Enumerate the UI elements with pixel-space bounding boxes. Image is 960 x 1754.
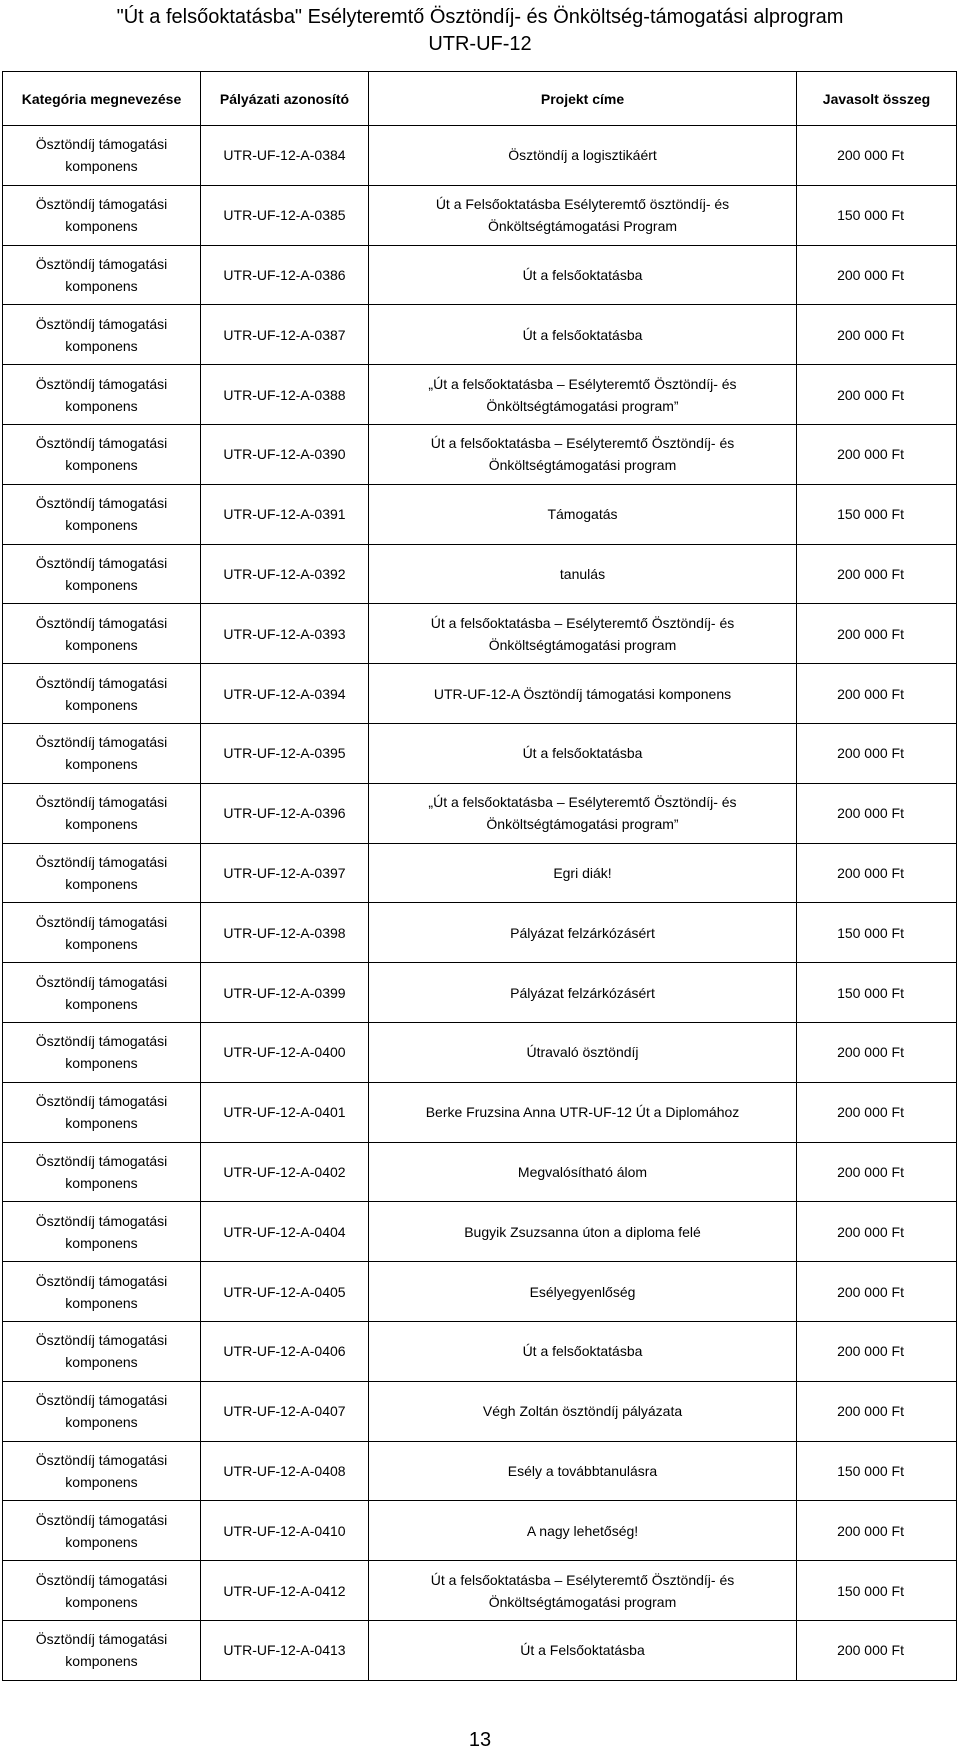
table-header [3, 72, 957, 126]
cell-project: Bugyik Zsuzsanna úton a diploma felé [369, 1202, 797, 1262]
cell-amount: 150 000 Ft [797, 185, 957, 245]
cell-project: Pályázat felzárkózásért [369, 963, 797, 1023]
cell-id: UTR-UF-12-A-0406 [201, 1321, 369, 1381]
cell-category: Ösztöndíj támogatási komponens [3, 723, 201, 783]
cell-id: UTR-UF-12-A-0404 [201, 1202, 369, 1262]
table-body [3, 126, 957, 1681]
cell-category: Ösztöndíj támogatási komponens [3, 1620, 201, 1680]
table-row [3, 1142, 957, 1202]
table-row [3, 365, 957, 425]
cell-id: UTR-UF-12-A-0400 [201, 1022, 369, 1082]
cell-amount: 150 000 Ft [797, 484, 957, 544]
cell-id: UTR-UF-12-A-0392 [201, 544, 369, 604]
grants-table [2, 71, 957, 1681]
cell-id: UTR-UF-12-A-0402 [201, 1142, 369, 1202]
table-row [3, 1441, 957, 1501]
cell-category: Ösztöndíj támogatási komponens [3, 1142, 201, 1202]
cell-category: Ösztöndíj támogatási komponens [3, 843, 201, 903]
cell-project: tanulás [369, 544, 797, 604]
cell-id: UTR-UF-12-A-0412 [201, 1561, 369, 1621]
page-number: 13 [468, 1729, 492, 1751]
cell-project: Esélyegyenlőség [369, 1262, 797, 1322]
cell-project: Út a felsőoktatásba [369, 305, 797, 365]
cell-amount: 200 000 Ft [797, 1202, 957, 1262]
cell-category: Ösztöndíj támogatási komponens [3, 1022, 201, 1082]
cell-project: Út a felsőoktatásba [369, 245, 797, 305]
cell-project: Ösztöndíj a logisztikáért [369, 126, 797, 186]
cell-amount: 200 000 Ft [797, 604, 957, 664]
cell-project: Megvalósítható álom [369, 1142, 797, 1202]
table-header-row [3, 72, 957, 126]
table-row [3, 1561, 957, 1621]
cell-amount: 200 000 Ft [797, 544, 957, 604]
cell-category: Ösztöndíj támogatási komponens [3, 305, 201, 365]
cell-id: UTR-UF-12-A-0395 [201, 723, 369, 783]
page-title [0, 4, 960, 58]
cell-project: UTR-UF-12-A Ösztöndíj támogatási komponens [369, 664, 797, 724]
table-row [3, 1620, 957, 1680]
cell-project: Esély a továbbtanulásra [369, 1441, 797, 1501]
cell-project: Út a Felsőoktatásba Esélyteremtő ösztöndíj- és Önköltségtámogatási Program [369, 185, 797, 245]
cell-id: UTR-UF-12-A-0385 [201, 185, 369, 245]
cell-amount: 200 000 Ft [797, 1321, 957, 1381]
cell-id: UTR-UF-12-A-0386 [201, 245, 369, 305]
cell-id: UTR-UF-12-A-0410 [201, 1501, 369, 1561]
table-row [3, 1321, 957, 1381]
cell-amount: 200 000 Ft [797, 245, 957, 305]
table-row [3, 963, 957, 1023]
table-row [3, 245, 957, 305]
cell-category: Ösztöndíj támogatási komponens [3, 664, 201, 724]
cell-project: „Út a felsőoktatásba – Esélyteremtő Ösztöndíj- és Önköltségtámogatási program” [369, 365, 797, 425]
cell-project: Útravaló ösztöndíj [369, 1022, 797, 1082]
page-title-line-2: UTR-UF-12 [428, 33, 532, 55]
cell-category: Ösztöndíj támogatási komponens [3, 245, 201, 305]
cell-id: UTR-UF-12-A-0391 [201, 484, 369, 544]
table-row [3, 783, 957, 843]
cell-project: Út a felsőoktatásba [369, 723, 797, 783]
table-row [3, 126, 957, 186]
cell-amount: 200 000 Ft [797, 126, 957, 186]
cell-category: Ösztöndíj támogatási komponens [3, 424, 201, 484]
column-header-amount: Javasolt összeg [797, 72, 957, 126]
column-header-id: Pályázati azonosító [201, 72, 369, 126]
cell-amount: 200 000 Ft [797, 1381, 957, 1441]
cell-id: UTR-UF-12-A-0413 [201, 1620, 369, 1680]
cell-amount: 200 000 Ft [797, 1262, 957, 1322]
cell-category: Ösztöndíj támogatási komponens [3, 1561, 201, 1621]
cell-project: Út a felsőoktatásba – Esélyteremtő Ösztöndíj- és Önköltségtámogatási program [369, 424, 797, 484]
cell-amount: 200 000 Ft [797, 365, 957, 425]
cell-id: UTR-UF-12-A-0397 [201, 843, 369, 903]
cell-amount: 200 000 Ft [797, 1501, 957, 1561]
column-header-project: Projekt címe [369, 72, 797, 126]
cell-id: UTR-UF-12-A-0390 [201, 424, 369, 484]
cell-project: Egri diák! [369, 843, 797, 903]
cell-category: Ösztöndíj támogatási komponens [3, 185, 201, 245]
cell-category: Ösztöndíj támogatási komponens [3, 365, 201, 425]
cell-id: UTR-UF-12-A-0393 [201, 604, 369, 664]
cell-category: Ösztöndíj támogatási komponens [3, 1381, 201, 1441]
table-row [3, 1501, 957, 1561]
cell-id: UTR-UF-12-A-0399 [201, 963, 369, 1023]
cell-category: Ösztöndíj támogatási komponens [3, 544, 201, 604]
cell-amount: 200 000 Ft [797, 1142, 957, 1202]
table-row [3, 424, 957, 484]
cell-amount: 200 000 Ft [797, 1082, 957, 1142]
cell-amount: 150 000 Ft [797, 963, 957, 1023]
cell-amount: 150 000 Ft [797, 903, 957, 963]
page-title-line-1: "Út a felsőoktatásba" Esélyteremtő Ösztöndíj- és Önköltség-támogatási alprogram [116, 6, 844, 28]
cell-project: Támogatás [369, 484, 797, 544]
table-row [3, 1262, 957, 1322]
cell-amount: 200 000 Ft [797, 1620, 957, 1680]
table-row [3, 544, 957, 604]
table-row [3, 604, 957, 664]
cell-project: „Út a felsőoktatásba – Esélyteremtő Ösztöndíj- és Önköltségtámogatási program” [369, 783, 797, 843]
table-row [3, 305, 957, 365]
cell-id: UTR-UF-12-A-0388 [201, 365, 369, 425]
cell-id: UTR-UF-12-A-0387 [201, 305, 369, 365]
column-header-category: Kategória megnevezése [3, 72, 201, 126]
cell-amount: 200 000 Ft [797, 424, 957, 484]
cell-project: Út a Felsőoktatásba [369, 1620, 797, 1680]
cell-amount: 200 000 Ft [797, 1022, 957, 1082]
cell-amount: 200 000 Ft [797, 305, 957, 365]
table-row [3, 1022, 957, 1082]
cell-category: Ösztöndíj támogatási komponens [3, 1441, 201, 1501]
table-row [3, 484, 957, 544]
cell-id: UTR-UF-12-A-0398 [201, 903, 369, 963]
cell-project: Berke Fruzsina Anna UTR-UF-12 Út a Diplomához [369, 1082, 797, 1142]
cell-project: Út a felsőoktatásba – Esélyteremtő Ösztöndíj- és Önköltségtámogatási program [369, 604, 797, 664]
table-row [3, 1381, 957, 1441]
cell-project: Végh Zoltán ösztöndíj pályázata [369, 1381, 797, 1441]
table-row [3, 903, 957, 963]
cell-category: Ösztöndíj támogatási komponens [3, 484, 201, 544]
table-row [3, 1082, 957, 1142]
cell-amount: 200 000 Ft [797, 723, 957, 783]
cell-id: UTR-UF-12-A-0405 [201, 1262, 369, 1322]
cell-project: Út a felsőoktatásba – Esélyteremtő Ösztöndíj- és Önköltségtámogatási program [369, 1561, 797, 1621]
cell-project: Pályázat felzárkózásért [369, 903, 797, 963]
cell-category: Ösztöndíj támogatási komponens [3, 903, 201, 963]
cell-id: UTR-UF-12-A-0401 [201, 1082, 369, 1142]
table-row [3, 723, 957, 783]
cell-category: Ösztöndíj támogatási komponens [3, 1501, 201, 1561]
cell-category: Ösztöndíj támogatási komponens [3, 963, 201, 1023]
cell-category: Ösztöndíj támogatási komponens [3, 783, 201, 843]
cell-id: UTR-UF-12-A-0394 [201, 664, 369, 724]
cell-project: Út a felsőoktatásba [369, 1321, 797, 1381]
cell-id: UTR-UF-12-A-0407 [201, 1381, 369, 1441]
cell-category: Ösztöndíj támogatási komponens [3, 604, 201, 664]
cell-amount: 200 000 Ft [797, 664, 957, 724]
cell-id: UTR-UF-12-A-0408 [201, 1441, 369, 1501]
cell-amount: 200 000 Ft [797, 783, 957, 843]
cell-amount: 150 000 Ft [797, 1561, 957, 1621]
table-row [3, 1202, 957, 1262]
cell-category: Ösztöndíj támogatási komponens [3, 1321, 201, 1381]
cell-id: UTR-UF-12-A-0384 [201, 126, 369, 186]
table-row [3, 185, 957, 245]
cell-category: Ösztöndíj támogatási komponens [3, 1262, 201, 1322]
cell-category: Ösztöndíj támogatási komponens [3, 126, 201, 186]
cell-amount: 150 000 Ft [797, 1441, 957, 1501]
cell-category: Ösztöndíj támogatási komponens [3, 1202, 201, 1262]
table-row [3, 664, 957, 724]
cell-category: Ösztöndíj támogatási komponens [3, 1082, 201, 1142]
cell-amount: 200 000 Ft [797, 843, 957, 903]
cell-project: A nagy lehetőség! [369, 1501, 797, 1561]
table-row [3, 843, 957, 903]
cell-id: UTR-UF-12-A-0396 [201, 783, 369, 843]
